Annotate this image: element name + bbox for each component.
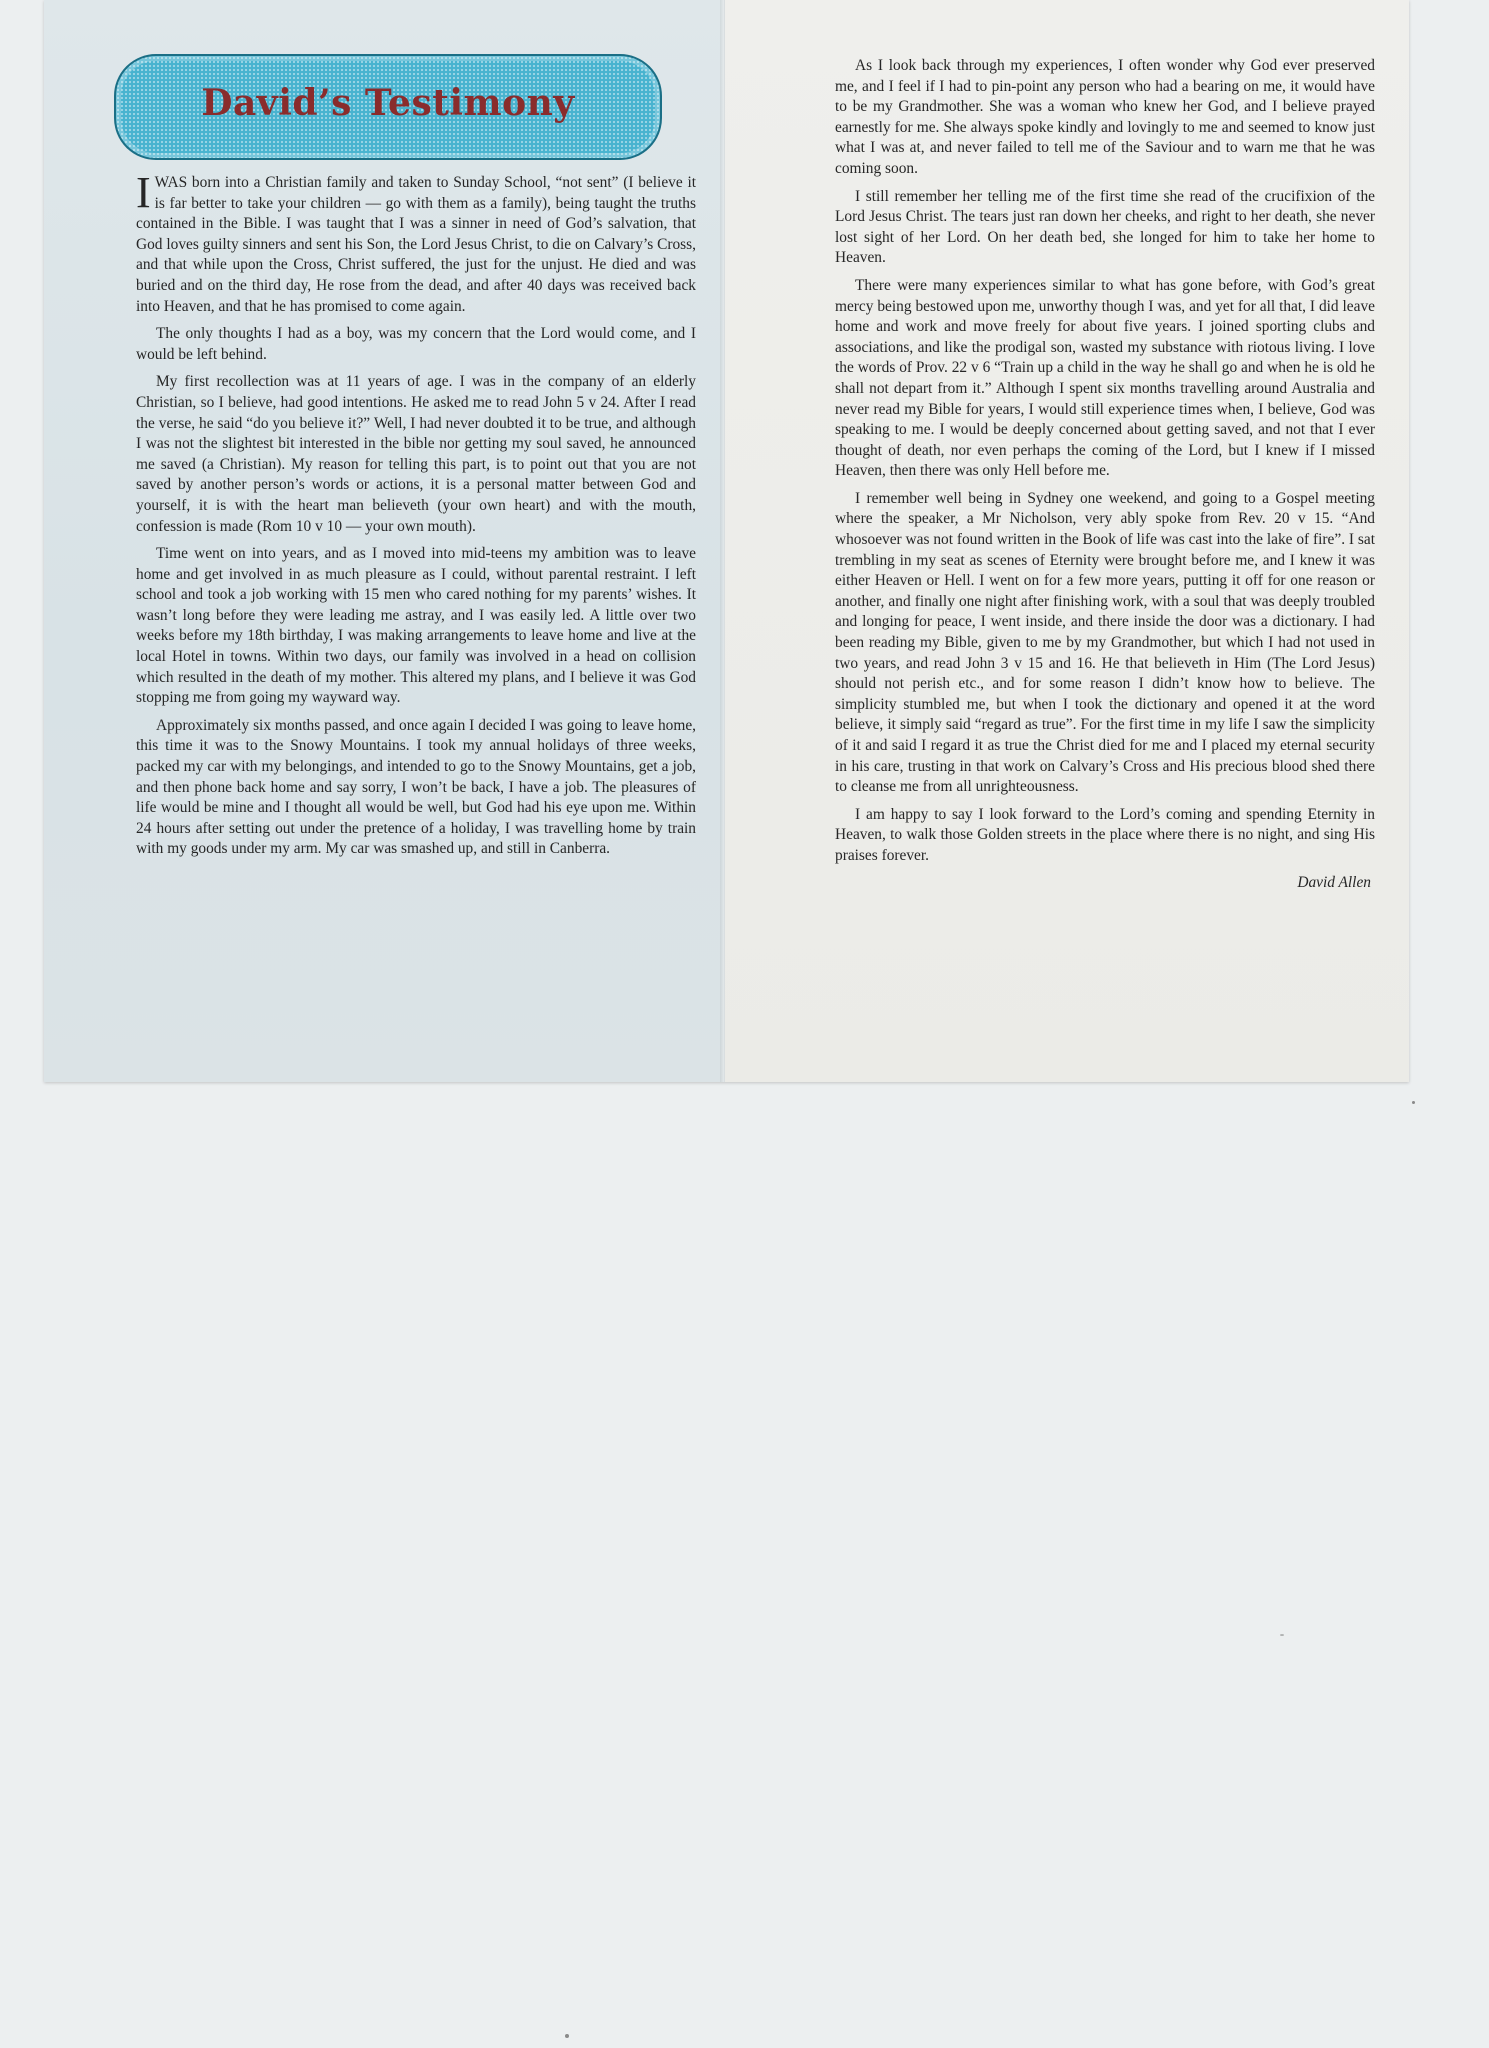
paragraph: I am happy to say I look forward to the Lord’s coming and spending Eternity in Heaven, to walk those Golden streets in the place where there is no night, and sing His praises forever. [835,805,1375,864]
scan-speck [1412,1101,1415,1104]
page-title: David’s Testimony [201,82,575,124]
paragraph: As I look back through my experiences, I often wonder why God ever preserved me, and I feel if I had to pin-point any person who had a bearing on me, it would have to be my Grandmother. She was a woman who knew her God, and I believe prayed earnestly for me. She always spoke kindly and lovingly to me and seemed to know just what I was at, and never failed to tell me of the Saviour and to warn me that he was coming soon. [835,57,1375,177]
drop-cap: I [136,168,151,217]
paragraph [136,168,696,317]
paragraph: Approximately six months passed, and once again I decided I was going to leave home, this time it was to the Snowy Mountains. I took my annual holidays of three weeks, packed my car with my belongings, and intended to go to the Snowy Mountains, get a job, and then phone back home and say sorry, I won’t be back, I have a job. The pleasures of life would be mine and I thought all would be well, but God had his eye upon me. Within 24 hours after setting out under the pretence of a holiday, I was travelling home by train with my goods under my arm. My car was smashed up, and still in Canberra. [136,716,696,858]
paragraph: I still remember her telling me of the first time she read of the crucifixion of the Lord Jesus Christ. The tears just ran down her cheeks, and right to her death, she never lost sight of her Lord. On her death bed, she longed for him to take her home to Heaven. [835,187,1375,267]
paragraph: There were many experiences similar to what has gone before, with God’s great mercy being bestowed upon me, unworthy though I was, and yet for all that, I did leave home and work and move freely for about five years. I joined sporting clubs and associations, and like the prodigal son, wasted my substance with riotous living. I love the words of Prov. 22 v 6 “Train up a child in the way he shall go and when he is old he shall not depart from it.” Although I spent six months travelling around Australia and never read my Bible for years, I would still experience times when, I believe, God was speaking to me. I would be deeply concerned about getting saved, and not that I ever thought of death, nor even perhaps the coming of the Lord, but I knew if I missed Heaven, then there was only Hell before me. [835,276,1375,480]
paragraph: I remember well being in Sydney one weekend, and going to a Gospel meeting where the speaker, a Mr Nicholson, very ably spoke from Rev. 20 v 15. “And whosoever was not found written in the Book of life was cast into the lake of fire”. I sat trembling in my seat as scenes of Eternity were brought before me, and I knew it was either Heaven or Hell. I went on for a few more years, putting it off for one reason or another, and finally one night after finishing work, with a soul that was deeply troubled and longing for peace, I went inside, and there inside the door was a dictionary. I had been reading my Bible, given to me by my Grandmother, but which I had not used in two years, and read John 3 v 15 and 16. He that believeth in Him (The Lord Jesus) should not perish etc., and for some reason I didn’t know how to believe. The simplicity stumbled me, but when I took the dictionary and opened it at the word believe, it simply said “regard as true”. For the first time in my life I saw the simplicity of it and said I regard it as true the Christ died for me and I placed my eternal security in his care, trusting in that work on Calvary’s Cross and His precious blood shed there to cleanse me from all unrighteousness. [835,489,1375,796]
paragraph-text: WAS born into a Christian family and taken to Sunday School, “not sent” (I believe it is far better to take your children — go with them as a family), being taught the truths contained in the Bible. I was taught that I was a sinner in need of God’s salvation, that God loves guilty sinners and sent his Son, the Lord Jesus Christ, to die on Calvary’s Cross, and that while upon the Cross, Christ suffered, the just for the unjust. He died and was buried and on the third day, He rose from the dead, and after 40 days was received back into Heaven, and that he has promised to come again. [136,174,696,315]
paragraph: My first recollection was at 11 years of age. I was in the company of an elderly Christian, so I believe, had good intentions. He asked me to read John 5 v 24. After I read the verse, he said “do you believe it?” Well, I had never doubted it to be true, and although I was not the slightest bit interested in the bible nor getting my soul saved, he announced me saved (a Christian). My reason for telling this part, is to point out that you are not saved by another person’s words or actions, it is a personal matter between God and yourself, it is with the heart man believeth (your own heart) and with the mouth, confession is made (Rom 10 v 10 — your own mouth). [136,373,696,535]
right-column [835,56,1375,892]
left-page [44,0,725,1082]
paragraph: The only thoughts I had as a boy, was my concern that the Lord would come, and I would be left behind. [136,325,696,363]
paragraph: Time went on into years, and as I moved into mid-teens my ambition was to leave home and get involved in as much pleasure as I could, without parental restraint. I left school and took a job working with 15 men who cared nothing for my parents’ wishes. It wasn’t long before they were leading me astray, and I was easily led. A little over two weeks before my 18th birthday, I was making arrangements to leave home and live at the local Hotel in towns. Within two days, our family was involved in a head on collision which resulted in the death of my mother. This altered my plans, and I believe it was God stopping me from going my wayward way. [136,545,696,707]
left-column [136,168,696,867]
scan-speck [1280,1634,1284,1636]
booklet-spread [44,0,1409,1082]
scan-speck [565,2034,569,2038]
author-signature: David Allen [1297,873,1371,891]
title-banner [114,54,662,160]
